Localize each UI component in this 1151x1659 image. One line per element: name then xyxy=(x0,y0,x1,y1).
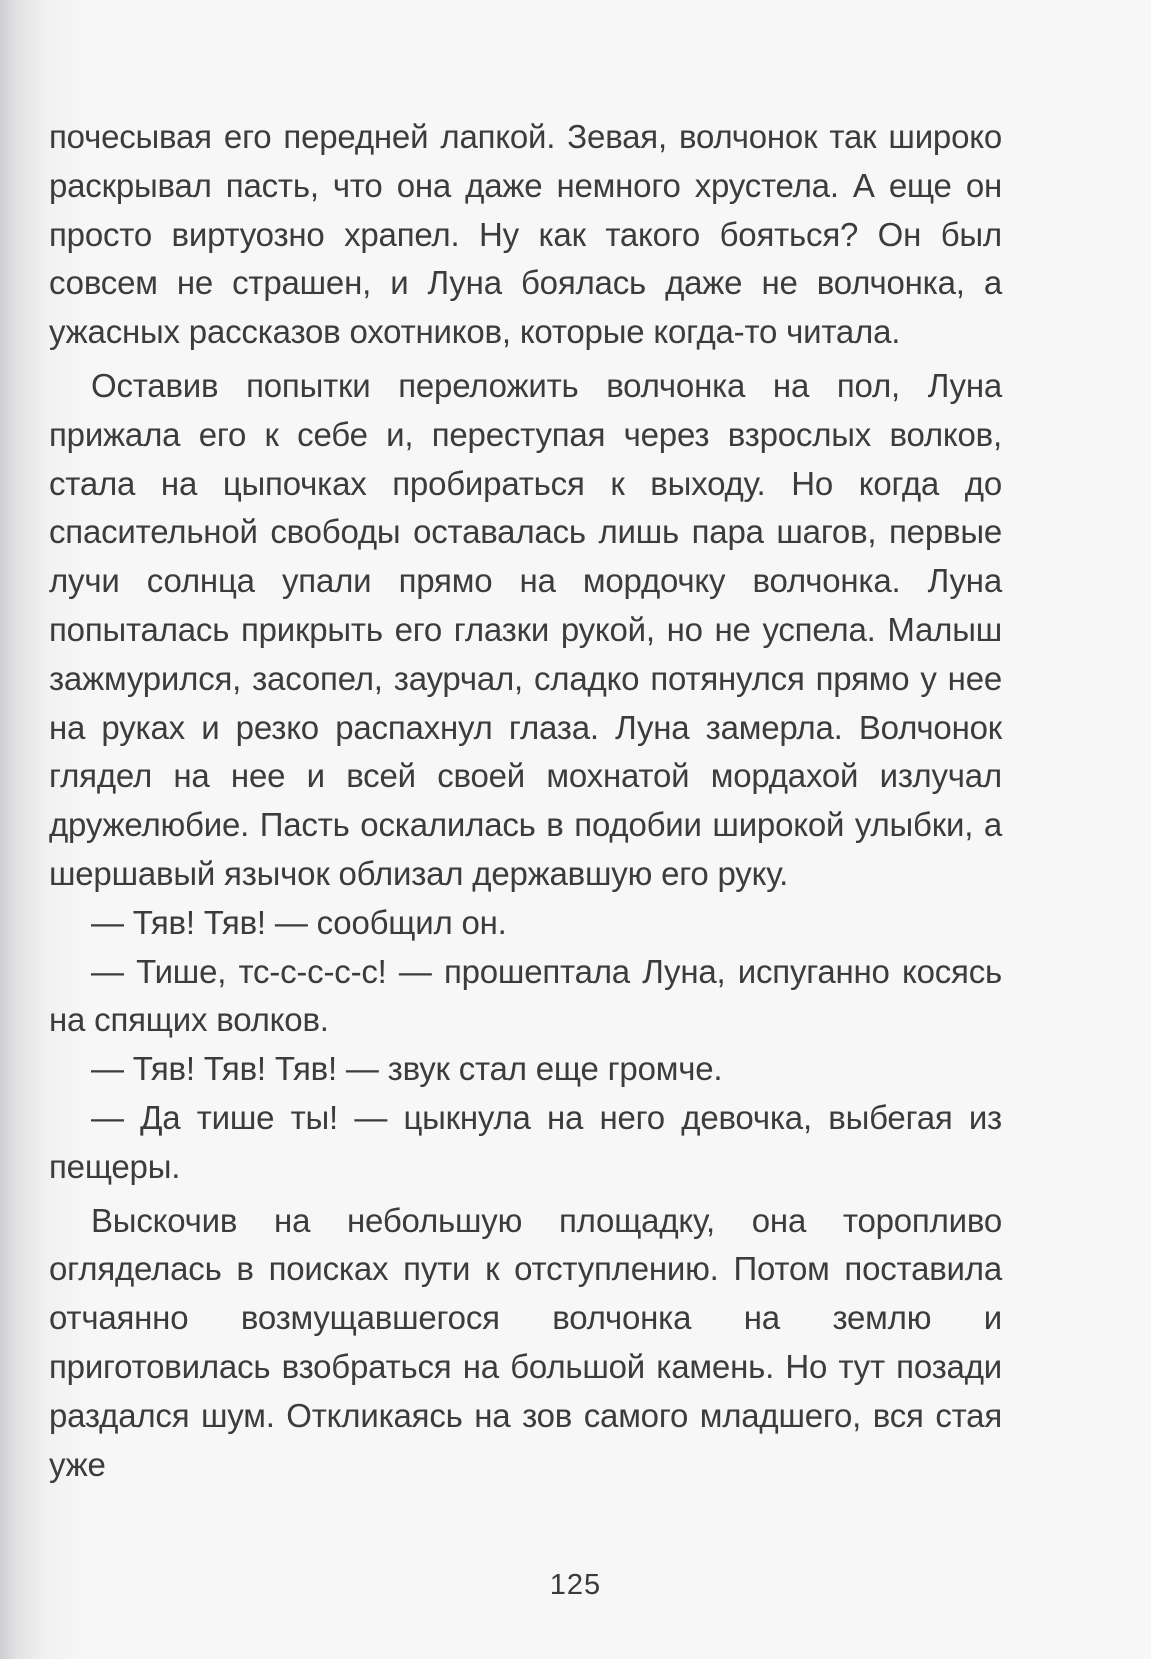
dialogue-line: — Тяв! Тяв! — сообщил он. xyxy=(91,903,507,941)
paragraph: Оставив попытки переложить волчонка на пол, Луна прижала его к себе и, переступая через взрослых волков, стала на цыпочках пробираться к выходу. Но когда до спасительной свободы оставалась лишь пара шагов, первые лучи солнца упали прямо на мордочку волчонка. Луна попыталась прикрыть его глазки рукой, но не успела. Малыш зажмурился, засопел, заурчал, сладко потянулся прямо у нее на руках и резко распахнул глаза. Луна замерла. Волчонок глядел на нее и всей своей мохнатой мордахой излучал дружелюбие. Пасть оскалилась в подобии широкой улыбки, а шершавый язычок облизал державшую его руку. xyxy=(49,366,1002,892)
page-number: 125 xyxy=(549,1569,602,1601)
dialogue-line: — Тише, тс-с-с-с-с! — прошептала Луна, испуганно косясь на спящих волков. xyxy=(49,952,1002,1039)
dialogue-line: — Да тише ты! — цыкнула на него девочка, выбегая из пещеры. xyxy=(49,1098,1002,1185)
paragraph: Выскочив на небольшую площадку, она торопливо огляделась в поисках пути к отступлению. Потом поставила отчаянно возмущавшегося волчонка на землю и приготовилась взобраться на большой камень. Но тут позади раздался шум. Откликаясь на зов самого младшего, вся стая уже xyxy=(49,1201,1002,1483)
body-text xyxy=(49,113,1002,1489)
dialogue-line: — Тяв! Тяв! Тяв! — звук стал еще громче. xyxy=(91,1050,723,1088)
paragraph-continued: почесывая его передней лапкой. Зевая, волчонок так широко раскрывал пасть, что она даже немного хрустела. А еще он просто виртуозно храпел. Ну как такого бояться? Он был совсем не страшен, и Луна боялась даже не волчонка, а ужасных рассказов охотников, которые когда-то читала. xyxy=(49,118,1002,351)
